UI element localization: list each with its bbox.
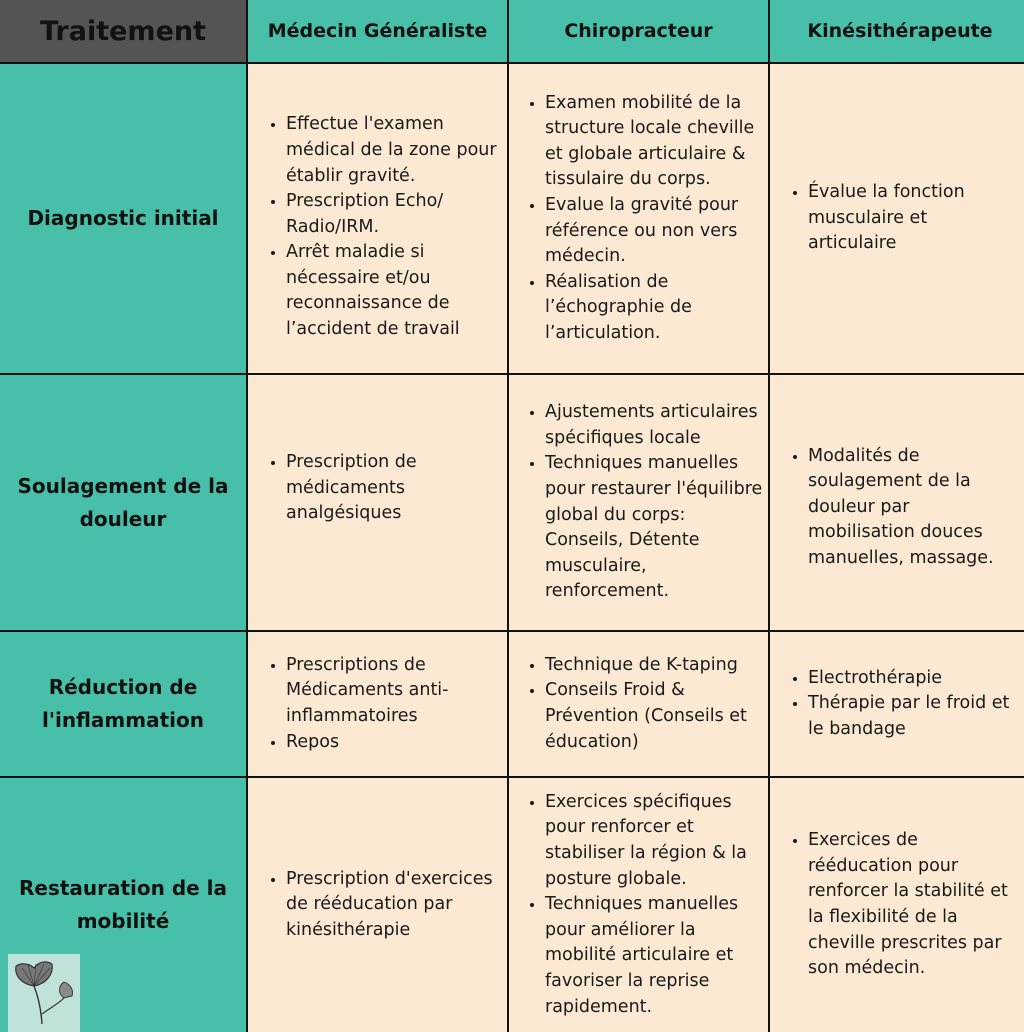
cell-inflammation-generaliste [248, 632, 507, 776]
bullet-list [770, 444, 1024, 572]
row-header-label: Soulagement de la douleur [17, 473, 229, 531]
cell-diagnostic-kinesitherapeute [770, 64, 1024, 373]
bullet-list [248, 867, 507, 944]
list-item: • Évalue la fonction musculaire et articulaire [808, 180, 980, 257]
list-item: • Exercices de rééducation pour renforcer la stabilité et la flexibilité de la cheville prescrites par son médecin. [808, 828, 1024, 982]
row-header-inflammation [0, 632, 246, 776]
list-item: • Prescription Echo/ Radio/IRM. [286, 189, 507, 240]
row-header-label: Restauration de la mobilité [18, 876, 228, 933]
list-item: • Examen mobilité de la structure locale cheville et globale articulaire & tissulaire du corps. [545, 91, 764, 193]
list-item: • Modalités de soulagement de la douleur par mobilisation douces manuelles, massage. [808, 444, 1006, 572]
cell-inflammation-chiropracteur [509, 632, 768, 776]
cell-inflammation-kinesitherapeute [770, 632, 1024, 776]
bullet-list [509, 91, 764, 347]
bullet-list [770, 828, 1024, 982]
bullet-list [248, 653, 507, 755]
column-header-chiropracteur: Chiropracteur [509, 0, 768, 62]
list-item: • Prescriptions de Médicaments anti-inflammatoires [286, 653, 477, 730]
list-item: • Ajustements articulaires spécifiques locale [545, 400, 764, 451]
bullet-list [248, 450, 507, 527]
row-header-diagnostic [0, 64, 246, 373]
row-header-label: Diagnostic initial [27, 206, 219, 230]
ginkgo-leaf-icon-graphic [8, 954, 80, 1032]
list-item: • Conseils Froid & Prévention (Conseils et éducation) [545, 678, 764, 755]
bullet-list [770, 180, 1024, 257]
corner-header: Traitement [0, 0, 246, 62]
list-item: • Exercices spécifiques pour renforcer et stabiliser la région & la posture globale. [545, 790, 764, 892]
cell-soulagement-chiropracteur [509, 375, 768, 630]
row-header-soulagement [0, 375, 246, 630]
cell-restauration-generaliste [248, 778, 507, 1032]
row-header-label: Réduction de l'inflammation [42, 675, 204, 732]
bullet-list [248, 112, 507, 342]
column-header-generaliste: Médecin Généraliste [248, 0, 507, 62]
row-header-restauration [0, 778, 246, 1032]
ginkgo-leaf-icon [8, 954, 80, 1032]
bullet-list [770, 666, 1024, 743]
cell-restauration-chiropracteur [509, 778, 768, 1032]
cell-soulagement-kinesitherapeute [770, 375, 1024, 630]
list-item: • Effectue l'examen médical de la zone pour établir gravité. [286, 112, 507, 189]
bullet-list [509, 653, 768, 755]
cell-restauration-kinesitherapeute [770, 778, 1024, 1032]
list-item: • Repos [286, 730, 477, 756]
list-item: • Arrêt maladie si nécessaire et/ou reconnaissance de l’accident de travail [286, 240, 507, 342]
list-item: • Technique de K-taping [545, 653, 764, 679]
list-item: • Prescription d'exercices de rééducation par kinésithérapie [286, 867, 505, 944]
bullet-list [509, 400, 764, 605]
list-item: • Thérapie par le froid et le bandage [808, 691, 1024, 742]
column-header-kinesitherapeute: Kinésithérapeute [770, 0, 1024, 62]
bullet-list [509, 790, 768, 1020]
list-item: • Réalisation de l’échographie de l’articulation. [545, 270, 764, 347]
list-item: • Techniques manuelles pour améliorer la mobilité articulaire et favoriser la reprise rapidement. [545, 892, 764, 1020]
list-item: • Electrothérapie [808, 666, 1024, 692]
cell-soulagement-generaliste [248, 375, 507, 630]
cell-diagnostic-chiropracteur [509, 64, 768, 373]
list-item: • Techniques manuelles pour restaurer l'équilibre global du corps: Conseils, Détente musculaire, renforcement. [545, 451, 764, 605]
list-item: • Prescription de médicaments analgésiques [286, 450, 437, 527]
list-item: • Evalue la gravité pour référence ou non vers médecin. [545, 193, 764, 270]
cell-diagnostic-generaliste [248, 64, 507, 373]
